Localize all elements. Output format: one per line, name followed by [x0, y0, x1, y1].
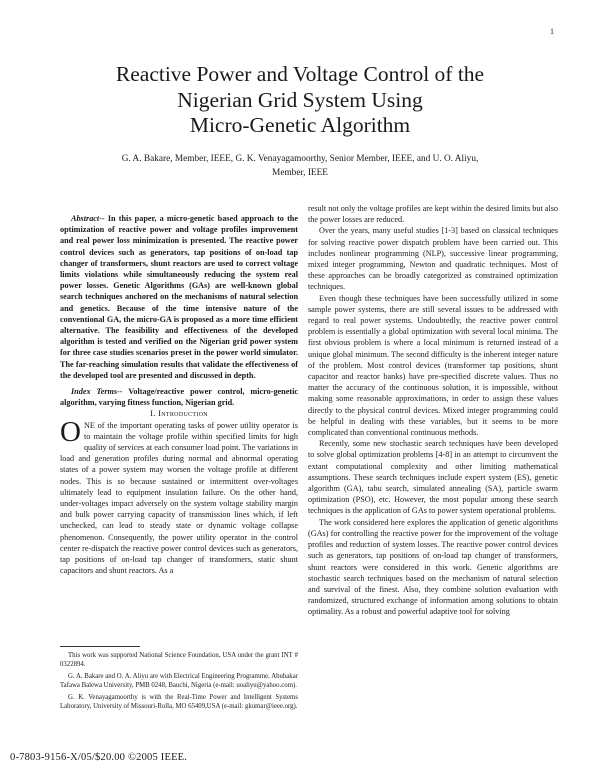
abstract-text: In this paper, a micro-genetic based approach to the optimization of reactive power and voltage profiles improvement and real power loss minimization is presented. The reactive power control devices such as generators, tap positions of on-load tap changer of transformers, shunt reactors are used to correct voltage limits violations while simultaneously reducing the system real power losses. Genetic Algorithms (GAs) are well-known global search techniques anchored on the mechanisms of natural selection and genetics. Because of the time intensive nature of the conventional GA, the micro-GA is proposed as a more time efficient alternative. The feasibility and effectiveness of the developed algorithm is tested and verified on the Nigerian grid power system for three case studies scenarios preset in the power world simulator. The far-reaching simulation results that validate the effectiveness of the developed tool are presented and discussed in depth.	[60, 214, 298, 380]
paper-title	[60, 62, 540, 139]
copyright-code: 0-7803-9156-X/05/$20.00 ©2005 IEEE.	[10, 752, 188, 763]
title-line: Micro-Genetic Algorithm	[189, 113, 411, 137]
section-number: I.	[150, 408, 159, 419]
body-paragraph: The work considered here explores the application of genetic algorithms (GAs) for controlling the reactive power for the improvement of the voltage profiles and reduction of system losses. The reactive power control devices such as generators, tap positions of on-load tap changer of transformers, shunt reactors were considered in this work. Genetic algorithms are stochastic search techniques based on the mechanism of natural selection and survival of the finest. Also, they combine solution evaluation with randomized, structured exchange of information among solutions to obtain optimality. As a robust and powerful adaptive tool for solving	[308, 517, 558, 617]
body-paragraph: result not only the voltage profiles are kept within the desired limits but also the power losses are reduced.	[308, 204, 558, 225]
right-column	[308, 203, 558, 618]
page-number: 1	[550, 27, 554, 36]
index-terms-text: Voltage/reactive power control, micro-genetic algorithm, varying fitness function, Nigerian grid.	[60, 387, 298, 408]
intro-text: NE of the important operating tasks of power utility operator is to maintain the voltage profile within specified limits for high quality of services at each consumer load point. The variations in load and generation profiles during normal and abnormal operating states of a power system may worsen the voltage profile at different nodes. This is so because sustained or intermittent over-voltages ultimately lead to equipment insulation failure. On the other hand, under-voltages impact adversely on the system voltage stability margin and bulk power carrying capacity of transmission lines which, if left unchecked, can lead to steady state or dynamic voltage collapse phenomenon. Consequently, the power utility operator in the control center re-dispatch the reactive power control devices such as generators, tap positions of on-load tap changer of transformers, static shunt capacitors and shunt reactors. As a	[60, 420, 298, 576]
footnotes	[60, 646, 298, 713]
footnote-divider	[60, 646, 140, 647]
body-paragraph: Even though these techniques have been successfully utilized in some sample power systems, there are still several issues to be addressed with regard to real power systems. Undoubtedly, the reactive power control problem is essentially a global optimization with several local minima. The first obvious problem is where a local minimum is returned instead of a unique global minimum. The second difficulty is the inherent integer nature of the problem. Most control devices (transformer tap positions, shunt capacitor and reactor banks) have pre-specified discrete values. Thus no matter the accuracy of the continuous solution, it is impossible, without making some reasonable approximations, in order to assign these values directly to the physical control devices. Mixed integer programming could be helpful in dealing with these variables, but it seems to be more complicated than conventional continuous methods.	[308, 293, 558, 438]
authors-line-2: Member, IEEE	[272, 168, 328, 178]
footnote: G. K. Venayagamoorthy is with the Real-Time Power and Intelligent Systems Laboratory, University of Missouri-Rolla, MO 65409,USA (e-mail: gkumar@ieee.org).	[60, 693, 298, 711]
title-line: Nigerian Grid System Using	[177, 87, 423, 112]
section-heading	[60, 408, 298, 419]
footnote: This work was supported National Science Foundation, USA under the grant INT # 0322894.	[60, 652, 298, 669]
authors-line-1: G. A. Bakare, Member, IEEE, G. K. Venayagamoorthy, Senior Member, IEEE, and U. O. Aliyu,	[121, 154, 479, 164]
body-paragraph: Over the years, many useful studies [1-3] based on classical techniques for solving reactive power dispatch problem have been carried out. This includes nonlinear programming (NLP), successive linear programming, mixed integer programming, Newton and quadratic techniques. Most of these approaches can be broadly categorized as constrained optimization techniques.	[308, 226, 558, 292]
body-paragraph: Recently, some new stochastic search techniques have been developed to solve global optimization problems [4-8] in an attempt to circumvent the extant computational complexity and other limiting mathematical assumptions. These search techniques include expert system (ES), genetic algorithm (GA), tabu search, simulated annealing (SA), particle swarm optimization (PSO), etc. However, the most popular among these search techniques is the application of GAs to power system operational problems.	[308, 439, 558, 516]
left-column	[60, 213, 298, 577]
intro-paragraph	[60, 415, 298, 577]
title-line: Reactive Power and Voltage Control of the	[115, 62, 485, 86]
index-terms-label: Index Terms--	[71, 387, 123, 397]
abstract	[60, 213, 298, 381]
author-list	[40, 152, 560, 180]
section-title: Introduction	[158, 408, 208, 419]
drop-cap: O	[60, 415, 81, 448]
abstract-label: Abstract--	[71, 214, 105, 223]
footnote: G. A. Bakare and O. A. Aliyu are with Electrical Engineering Programme, Abubakar Tafawa Balewa University, PMB 0248, Bauchi, Nigeria (e-mail: uoaliyu@yahoo.com).	[60, 672, 298, 690]
index-terms	[60, 386, 298, 408]
